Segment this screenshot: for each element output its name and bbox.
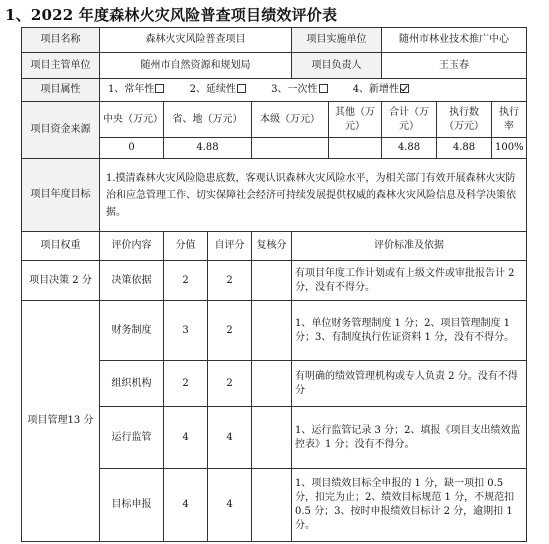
checkbox-icon-1 [237,84,246,93]
eval-self-score: 2 [208,301,252,361]
row-project-name [22,28,527,53]
funds-header-province: 省、地（万元） [164,102,252,138]
funds-value-central: 0 [100,138,164,159]
eval-self-score: 2 [208,361,252,407]
funds-value-rate: 100% [492,138,527,159]
funds-value-local [252,138,329,159]
funds-value-province: 4.88 [164,138,252,159]
row-admin-unit [22,53,527,79]
project-lead-value: 王玉春 [382,53,527,79]
admin-unit-label: 项目主管单位 [22,53,100,79]
eval-header-review-score: 复核分 [252,232,292,261]
row-eval-header [22,232,527,261]
eval-criteria: 1、单位财务管理制度 1 分；2、项目管理制度 1 分；3、有制度执行佐证资料 1 分，没有不得分。 [292,301,527,361]
attributes-label: 项目属性 [22,79,100,102]
attribute-option-3: 4、新增性 [353,84,409,95]
checkbox-icon-0 [155,84,164,93]
implementing-unit-label: 项目实施单位 [292,28,382,53]
implementing-unit-value: 随州市林业技术推广中心 [382,28,527,53]
eval-review-score [252,301,292,361]
evaluation-table [21,27,527,542]
eval-score: 4 [164,407,208,469]
eval-review-score [252,407,292,469]
funds-value-total: 4.88 [382,138,437,159]
eval-header-weight: 项目权重 [22,232,100,261]
page-title: 1、2022 年度森林火灾风险普查项目绩效评价表 [5,6,338,24]
table-row [22,261,527,301]
eval-review-score [252,469,292,542]
attributes-options [100,79,527,102]
row-annual-goal [22,159,527,232]
funds-value-other [329,138,382,159]
eval-header-score: 分值 [164,232,208,261]
eval-content: 运行监管 [100,407,164,469]
eval-review-score [252,261,292,301]
checkbox-icon-2 [319,84,328,93]
funds-header-total: 合计（万元） [382,102,437,138]
funds-header-other: 其他（万元） [329,102,382,138]
funds-header-rate: 执行率 [492,102,527,138]
project-name-label: 项目名称 [22,28,100,53]
row-funds-header [22,102,527,138]
funds-header-central: 中央（万元） [100,102,164,138]
eval-score: 4 [164,469,208,542]
row-attributes [22,79,527,102]
attribute-option-1: 2、延续性 [190,84,246,95]
eval-self-score: 4 [208,469,252,542]
annual-goal-label: 项目年度目标 [22,159,100,232]
funds-value-executed: 4.88 [437,138,492,159]
eval-criteria: 1、运行监管记录 3 分；2、填报《项目支出绩效监控表》1 分；没有不得分。 [292,407,527,469]
eval-criteria: 1、项目绩效目标全申报的 1 分，缺一项扣 0.5 分，扣完为止；2、绩效目标规范 1 分，不规范扣 0.5 分；3、按时申报绩效目标计 2 分，逾期扣 1 分。 [292,469,527,542]
eval-header-self-score: 自评分 [208,232,252,261]
eval-criteria: 有项目年度工作计划或有上级文件或审批报告计 2 分，没有不得分。 [292,261,527,301]
eval-content: 决策依据 [100,261,164,301]
project-lead-label: 项目负责人 [292,53,382,79]
attribute-option-2: 3、一次性 [271,84,327,95]
eval-header-content: 评价内容 [100,232,164,261]
eval-header-criteria: 评价标准及依据 [292,232,527,261]
project-name-value: 森林火灾风险普查项目 [100,28,292,53]
eval-criteria: 有明确的绩效管理机构或专人负责 2 分。没有不得分 [292,361,527,407]
funds-header-executed: 执行数（万元） [437,102,492,138]
funds-label: 项目资金来源 [22,102,100,159]
eval-weight-management: 项目管理13 分 [22,301,100,542]
eval-self-score: 2 [208,261,252,301]
eval-weight-decision: 项目决策 2 分 [22,261,100,301]
table-row [22,301,527,361]
eval-self-score: 4 [208,407,252,469]
eval-content: 目标申报 [100,469,164,542]
annual-goal-text: 1.摸清森林火灾风险隐患底数，客观认识森林火灾风险水平，为相关部门有效开展森林火灾防治和应急管理工作、切实保障社会经济可持续发展提供权威的森林火灾风险信息及科学决策依据。 [100,159,527,232]
funds-header-local: 本级（万元） [252,102,329,138]
eval-content: 财务制度 [100,301,164,361]
checkbox-icon-3 [400,84,409,93]
admin-unit-value: 随州市自然资源和规划局 [100,53,292,79]
eval-content: 组织机构 [100,361,164,407]
eval-score: 2 [164,261,208,301]
attribute-option-0: 1、常年性 [108,84,164,95]
eval-score: 3 [164,301,208,361]
eval-review-score [252,361,292,407]
eval-score: 2 [164,361,208,407]
